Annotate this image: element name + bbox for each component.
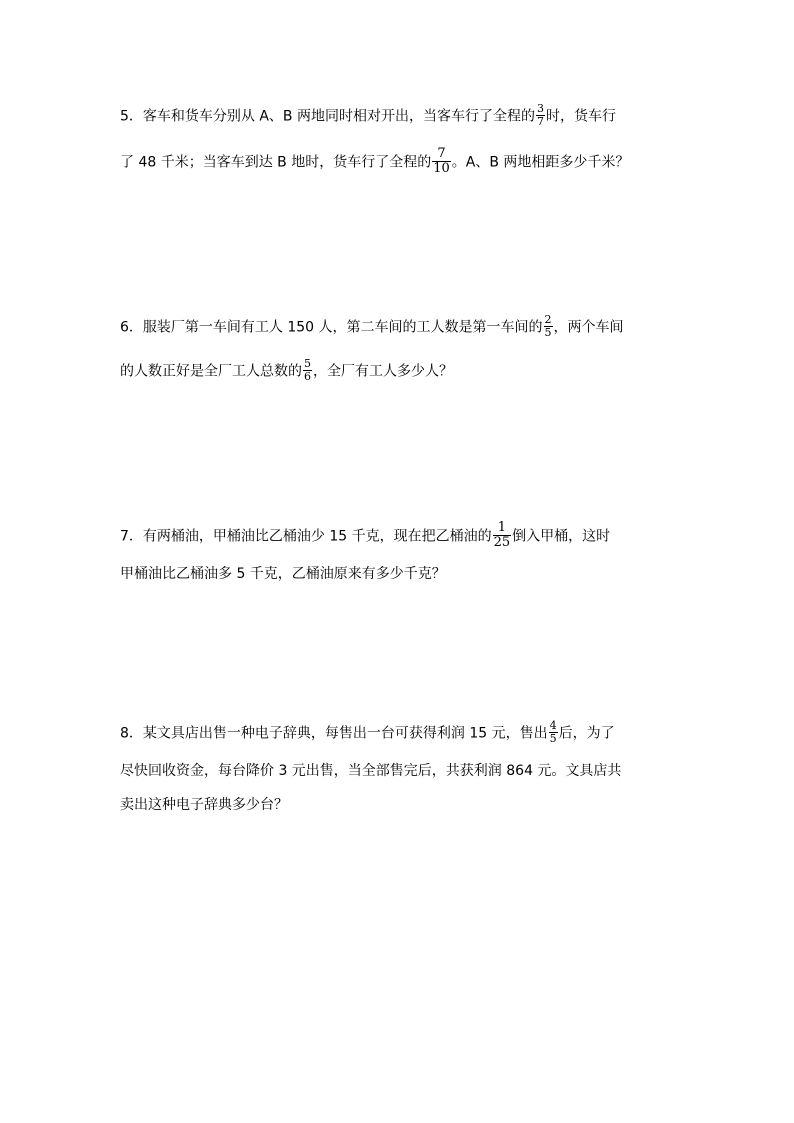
problem-text: 6．服装厂第一车间有工人 150 人，第二车间的工人数是第一车间的 bbox=[120, 319, 543, 336]
problem-text: 尽快回收资金，每台降价 3 元出售，当全部售完后，共获利润 864 元。文具店共 bbox=[120, 763, 622, 779]
problem-line bbox=[120, 564, 446, 584]
fraction-numerator: 4 bbox=[549, 719, 557, 732]
problem-text: 甲桶油比乙桶油多 5 千克，乙桶油原来有多少千克？ bbox=[120, 566, 446, 582]
fraction-denominator: 10 bbox=[433, 161, 450, 176]
problem-line bbox=[120, 761, 621, 781]
problem-text: 了 48 千米；当客车到达 B 地时，货车行了全程的 bbox=[120, 154, 432, 171]
problem-text: 后，为了 bbox=[558, 725, 615, 742]
fraction bbox=[544, 314, 553, 339]
problem-line bbox=[120, 146, 630, 176]
problem-text: 5．客车和货车分别从 A、B 两地同时相对开出，当客车行了全程的 bbox=[120, 108, 535, 125]
fraction bbox=[303, 358, 312, 383]
fraction-numerator: 1 bbox=[493, 521, 512, 536]
fraction-denominator: 25 bbox=[493, 535, 511, 550]
problem-line bbox=[120, 719, 615, 745]
fraction bbox=[536, 103, 545, 128]
fraction-numerator: 2 bbox=[544, 313, 552, 326]
problem-text: 7．有两桶油，甲桶油比乙桶油少 15 千克，现在把乙桶油的 bbox=[120, 528, 492, 545]
problem-text: ，两个车间 bbox=[553, 319, 624, 336]
problem-text: 倒入甲桶，这时 bbox=[512, 528, 611, 545]
problem-text: 8．某文具店出售一种电子辞典，每售出一台可获得利润 15 元，售出 bbox=[120, 725, 548, 742]
problem-text: 时，货车行 bbox=[546, 108, 616, 125]
fraction-numerator: 3 bbox=[537, 102, 544, 115]
fraction-numerator: 5 bbox=[304, 357, 311, 370]
fraction bbox=[493, 521, 512, 550]
problem-line bbox=[120, 313, 624, 339]
problem-line bbox=[120, 795, 288, 815]
fraction-numerator: 7 bbox=[432, 147, 451, 162]
problem-line bbox=[120, 102, 616, 128]
fraction-denominator: 5 bbox=[549, 732, 557, 745]
problem-text: 的人数正好是全厂工人总数的 bbox=[120, 363, 302, 380]
problem-line bbox=[120, 520, 611, 550]
fraction-denominator: 7 bbox=[537, 115, 544, 128]
fraction-denominator: 6 bbox=[304, 370, 311, 383]
fraction bbox=[432, 147, 451, 176]
problem-text: 卖出这种电子辞典多少台？ bbox=[120, 797, 288, 813]
problem-line bbox=[120, 357, 453, 383]
problem-text: ，全厂有工人多少人？ bbox=[313, 363, 453, 380]
fraction bbox=[549, 720, 558, 745]
fraction-denominator: 5 bbox=[544, 326, 552, 339]
problem-text: 。A、B 两地相距多少千米？ bbox=[451, 154, 630, 171]
